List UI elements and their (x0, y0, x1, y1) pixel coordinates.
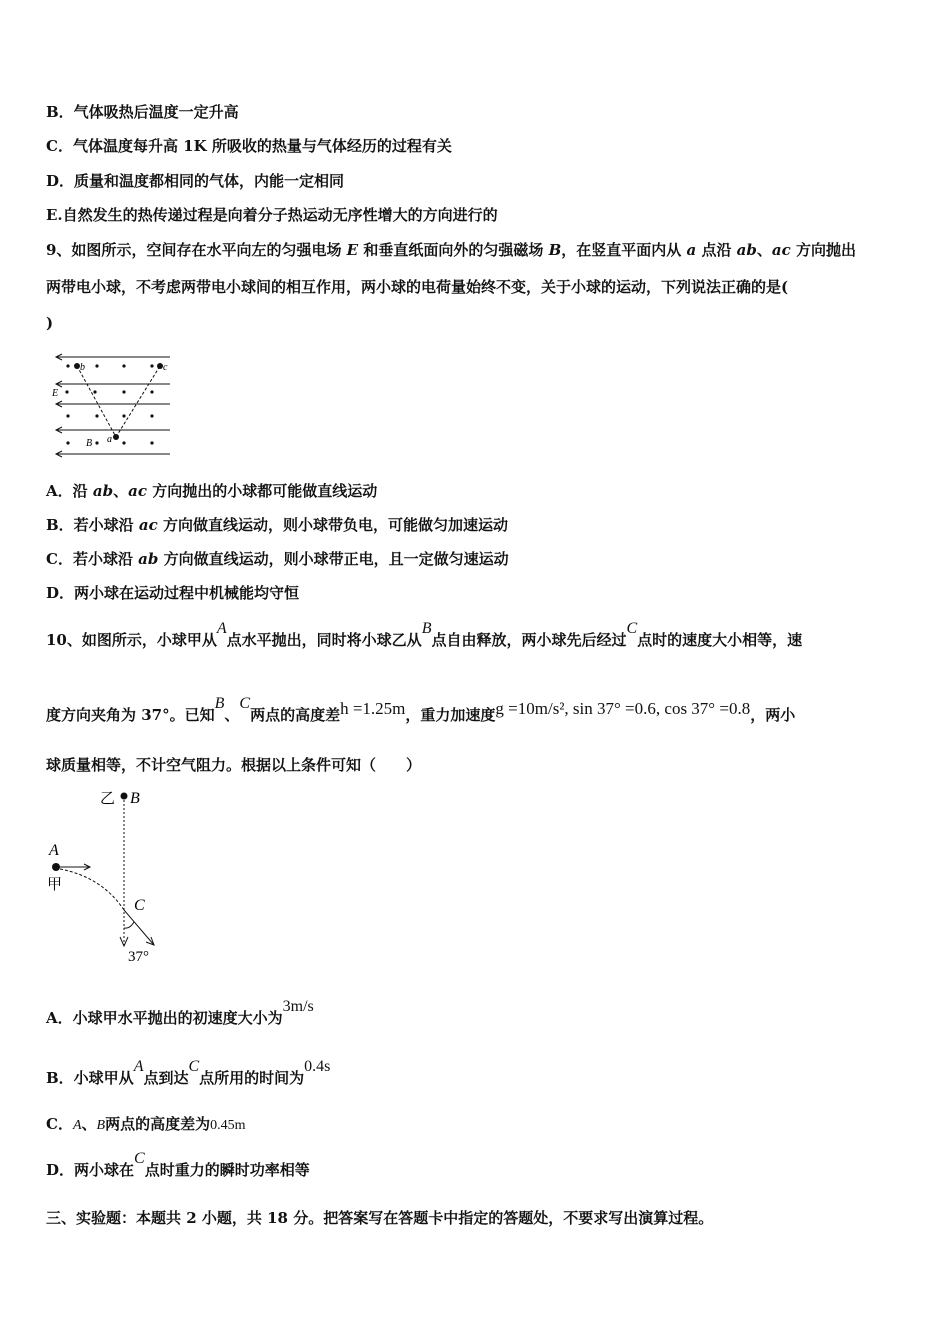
height-equation: h =1.25m (340, 699, 406, 718)
q10-stem-line1: 10、如图所示，小球甲从A点水平抛出，同时将小球乙从B点自由释放，两小球先后经过C点时的速度大小相等，速 (46, 620, 803, 649)
q9-option-c: C．若小球沿 ab 方向做直线运动，则小球带正电，且一定做匀速运动 (46, 550, 509, 568)
ball-b (121, 793, 128, 800)
q9-stem-line3: ) (46, 314, 54, 332)
q9-stem-line2: 两带电小球，不考虑两带电小球间的相互作用，两小球的电荷量始终不变，关于小球的运动，下列说法正确的是( (46, 278, 789, 296)
ball-a (52, 863, 60, 871)
label-yi: 乙 (100, 791, 116, 807)
label-jia: 甲 (47, 877, 63, 893)
q9-stem-line1: 9、如图所示，空间存在水平向左的匀强电场 E 和垂直纸面向外的匀强磁场 B，在竖直平面内从 a 点沿 ab、ac 方向抛出 (46, 241, 856, 259)
label-b: B (130, 790, 140, 807)
q9-option-d: D．两小球在运动过程中机械能均守恒 (46, 584, 300, 602)
q8-option-c: C．气体温度每升高 1K 所吸收的热量与气体经历的过程有关 (46, 137, 452, 155)
q9-field-figure (50, 350, 175, 460)
label-c: C (134, 897, 145, 914)
q10-option-c: C．A、B两点的高度差为0.45m (46, 1115, 246, 1133)
q10-option-d: D．两小球在C点时重力的瞬时功率相等 (46, 1150, 310, 1179)
angle-arc (124, 922, 134, 928)
q10-stem-line3: 球质量相等，不计空气阻力。根据以上条件可知（ ） (46, 756, 422, 774)
gravity-equation: g =10m/s², sin 37° =0.6, cos 37° =0.8 (495, 699, 751, 718)
label-b-field: B (86, 438, 93, 449)
label-b: b (80, 362, 85, 373)
trajectory (60, 869, 124, 910)
q10-projectile-figure (42, 785, 172, 965)
label-c: c (163, 362, 168, 373)
q10-option-a: A．小球甲水平抛出的初速度大小为3m/s (46, 998, 314, 1027)
q8-option-e: E.自然发生的热传递过程是向着分子热运动无序性增大的方向进行的 (46, 206, 498, 224)
q8-option-d: D．质量和温度都相同的气体，内能一定相同 (46, 172, 345, 190)
path-ac (116, 366, 160, 437)
q9-option-a: A．沿 ab、ac 方向抛出的小球都可能做直线运动 (46, 482, 378, 500)
q8-option-b: B．气体吸热后温度一定升高 (46, 103, 239, 121)
label-a: A (49, 842, 59, 859)
q9-option-b: B．若小球沿 ac 方向做直线运动，则小球带负电，可能做匀加速运动 (46, 516, 508, 534)
path-ab (77, 366, 116, 437)
label-angle: 37° (128, 949, 149, 965)
q10-option-b: B．小球甲从A点到达C点所用的时间为0.4s (46, 1058, 331, 1087)
ball-a (113, 434, 119, 440)
label-e: E (52, 388, 59, 399)
q10-stem-line2: 度方向夹角为 37°。已知B、C两点的高度差h =1.25m，重力加速度g =10m/s², sin 37° =0.6, cos 37° =0.8，两小 (46, 695, 796, 724)
section-3-heading: 三、实验题：本题共 2 小题，共 18 分。把答案写在答题卡中指定的答题处，不要求写出演算过程。 (46, 1209, 714, 1227)
label-a: a (107, 434, 112, 445)
